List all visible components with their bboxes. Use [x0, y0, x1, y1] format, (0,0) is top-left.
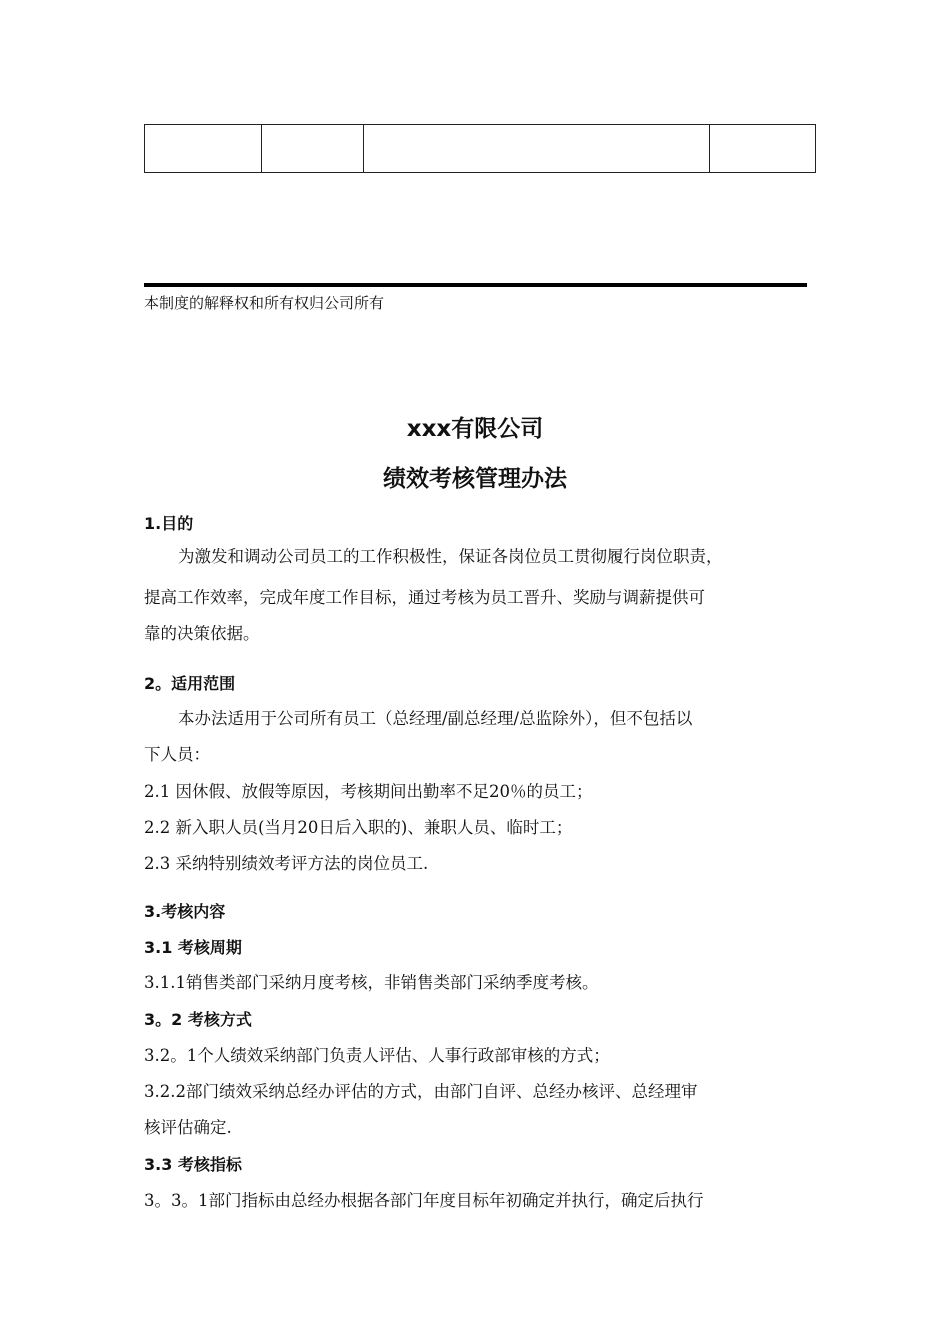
list-item: 2.1 因休假、放假等原因，考核期间出勤率不足20％的员工； — [144, 782, 593, 801]
header-table — [144, 124, 816, 173]
paragraph-line: 下人员： — [144, 745, 210, 764]
section-heading-content: 3.考核内容 — [144, 902, 226, 921]
ownership-note: 本制度的解释权和所有权归公司所有 — [144, 294, 385, 312]
list-item: 2.3 采纳特别绩效考评方法的岗位员工. — [144, 854, 429, 873]
document-title: 绩效考核管理办法 — [383, 466, 567, 492]
subsection-heading-indicators: 3.3 考核指标 — [144, 1155, 242, 1174]
subsection-heading-method: 3。2 考核方式 — [144, 1010, 252, 1029]
header-table-cell — [710, 125, 816, 173]
header-table-cell — [145, 125, 262, 173]
header-table-cell — [364, 125, 710, 173]
paragraph-line: 为激发和调动公司员工的工作积极性，保证各岗位员工贯彻履行岗位职责， — [178, 547, 723, 566]
paragraph-line: 本办法适用于公司所有员工（总经理/副总经理/总监除外），但不包括以 — [178, 709, 693, 728]
paragraph-line: 3.2.2部门绩效采纳总经办评估的方式，由部门自评、总经办核评、总经理审 — [144, 1082, 698, 1101]
paragraph-line: 3。3。1部门指标由总经办根据各部门年度目标年初确定并执行，确定后执行 — [144, 1191, 704, 1210]
company-title: xxx有限公司 — [406, 416, 544, 442]
divider-rule — [144, 283, 807, 287]
section-heading-scope: 2。适用范围 — [144, 674, 236, 693]
paragraph-line: 3.1.1销售类部门采纳月度考核，非销售类部门采纳季度考核。 — [144, 973, 599, 992]
paragraph-line: 提高工作效率，完成年度工作目标，通过考核为员工晋升、奖励与调薪提供可 — [144, 588, 705, 607]
paragraph-line: 核评估确定. — [144, 1118, 232, 1137]
list-item: 2.2 新入职人员(当月20日后入职的)、兼职人员、临时工； — [144, 818, 573, 837]
paragraph-line: 靠的决策依据。 — [144, 624, 260, 643]
subsection-heading-cycle: 3.1 考核周期 — [144, 938, 242, 957]
header-table-cell — [262, 125, 364, 173]
section-heading-purpose: 1.目的 — [144, 514, 194, 533]
paragraph-line: 3.2。1个人绩效采纳部门负责人评估、人事行政部审核的方式； — [144, 1046, 610, 1065]
